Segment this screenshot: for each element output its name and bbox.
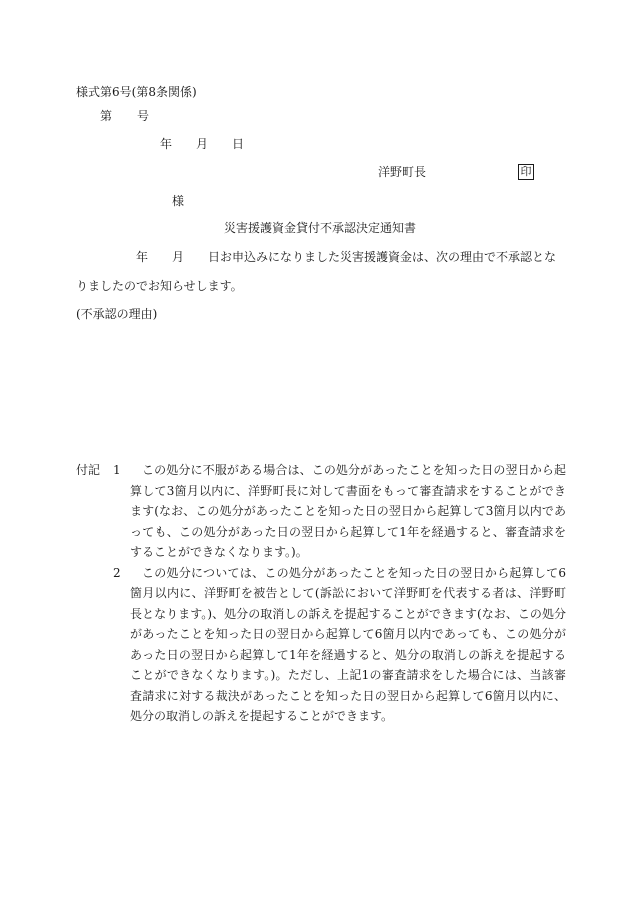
note-number: 1 bbox=[113, 463, 121, 477]
body-month: 月 bbox=[172, 250, 185, 264]
addressee-suffix: 様 bbox=[172, 194, 185, 208]
document-title: 災害援護資金貸付不承認決定通知書 bbox=[224, 221, 417, 235]
note-text: この処分については、この処分があったことを知った日の翌日から起算して6箇月以内に、洋野町を被告として(訴訟において洋野町を代表する者は、洋野町長となります。)、処分の取消しの訴えを提起することができます(なお、この処分があったことを知った日の翌日から起算して6箇月以内であっても、この処分があった日の翌日から起算して1年を経過すると、処分の取消しの訴えを提起することができなくなります。)。ただし、上記1の審査請求をした場合には、当該審査請求に対する裁決があったことを知った日の翌日から起算して6箇月以内に、処分の取消しの訴えを提起することができます。 bbox=[130, 565, 566, 723]
date-line bbox=[160, 136, 245, 152]
date-month: 月 bbox=[196, 137, 209, 151]
number-go: 号 bbox=[137, 109, 150, 123]
date-day: 日 bbox=[232, 137, 245, 151]
reason-label: (不承認の理由) bbox=[76, 307, 158, 321]
note-text: この処分に不服がある場合は、この処分があったことを知った日の翌日から起算して3箇月以内に、洋野町長に対して書面をもって審査請求をすることができます(なお、この処分があったことを知った日の翌日から起算して3箇月以内であっても、この処分があった日の翌日から起算して1年を経過すると、審査請求をすることができなくなります。)。 bbox=[130, 463, 566, 559]
body-rest: 日お申込みになりました災害援護資金は、次の理由で不承認とな bbox=[208, 250, 557, 264]
body-line-2: りましたのでお知らせします。 bbox=[76, 279, 243, 293]
note-number: 2 bbox=[113, 565, 121, 580]
date-year: 年 bbox=[160, 137, 173, 151]
body-year: 年 bbox=[136, 250, 149, 264]
form-label: 様式第6号(第8条関係) bbox=[76, 85, 197, 99]
notes-heading: 付記 bbox=[76, 463, 101, 477]
note-item bbox=[76, 563, 566, 727]
number-dai: 第 bbox=[100, 109, 113, 123]
issuer-line bbox=[378, 164, 532, 180]
seal-mark: 印 bbox=[518, 164, 534, 180]
issuer-title: 洋野町長 bbox=[378, 165, 427, 179]
note-item bbox=[76, 460, 566, 563]
body-line-1 bbox=[136, 249, 557, 265]
number-line bbox=[100, 108, 150, 124]
notes-section bbox=[76, 460, 566, 727]
